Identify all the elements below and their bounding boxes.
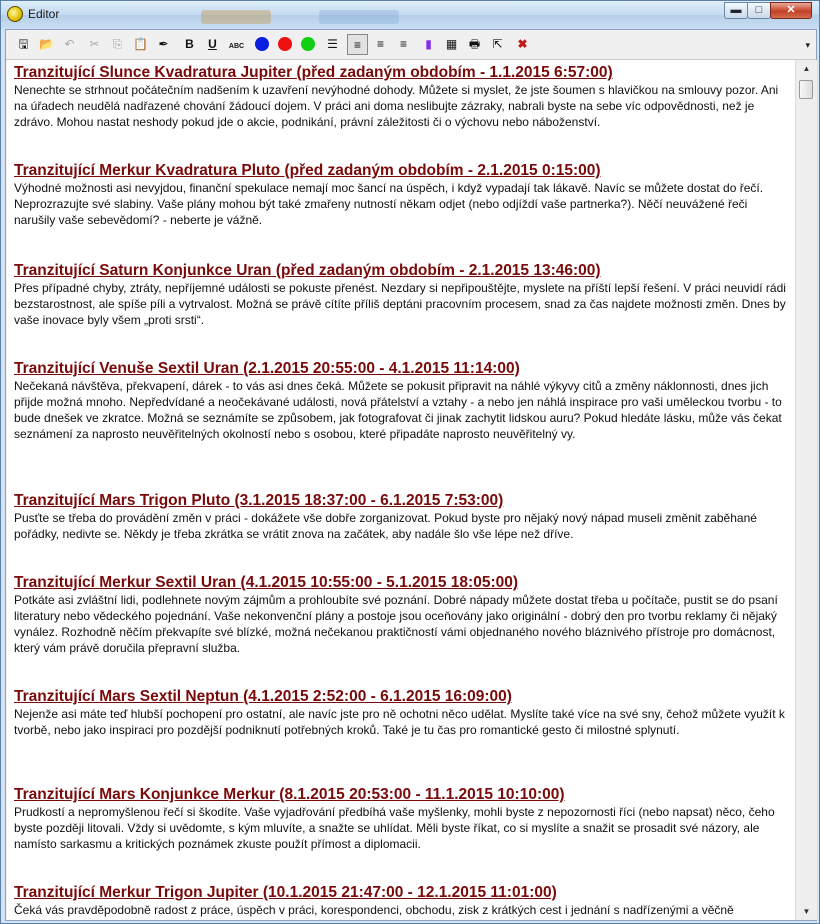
transit-entry-text: Nenechte se strhnout počátečním nadšením k uzavření nevýhodné dohody. Můžete si myslet, že jste šoumen s hlavičkou na smlouvy pozor. Ani na úřadech neudělá nadřazené chování žádoucí dojem. V práci ani doma neslibujte zázraky, nabrali byste na sebe víc odpovědnosti, než je zdrávo. Mohou nastat neshody pokud jde o akcie, podnikání, právní záležitosti či o výchovu nebo náboženství. bbox=[14, 83, 779, 129]
background-blur-tab bbox=[319, 10, 399, 24]
transit-entry bbox=[14, 359, 790, 442]
app-icon bbox=[7, 6, 23, 22]
scroll-thumb[interactable] bbox=[799, 80, 813, 99]
align-left-icon-glyph: ≡ bbox=[353, 38, 361, 52]
transit-entry-text: Pusťte se třeba do provádění změn v práci - dokážete vše dobře zorganizovat. Pokud byste pro nějaký nový nápad museli změnit zaběhané pořádky, nedivte se. Někdy je třeba zkrátka se vrátit znova na začátek, aby nadále šlo vše lépe než dříve. bbox=[14, 511, 757, 541]
copy-icon-glyph: ⎘ bbox=[112, 37, 123, 51]
bullet-list-icon-glyph: ☰ bbox=[327, 37, 338, 51]
transit-entry bbox=[14, 573, 790, 656]
spellcheck-glyph: ABC bbox=[228, 43, 245, 50]
transit-entry-title: Tranzitující Venuše Sextil Uran (2.1.2015 20:55:00 - 4.1.2015 11:14:00) bbox=[14, 360, 520, 377]
pen-icon-glyph: ✒ bbox=[158, 37, 169, 51]
save-icon-glyph: 🖫 bbox=[18, 37, 29, 51]
transit-entry-text: Nečekaná návštěva, překvapení, dárek - to vás asi dnes čeká. Můžete se pokusit připravit na náhlé výkyvy citů a změny náklonnosti, dnes jich přijde možná mnoho. Nepředvídané a neočekávané události, nová přátelství a vztahy - a nebo jen náhlá inspirace pro vaši uměleckou tvorbu - to bude dnešek ve zkratce. Možná se seznámíte se způsobem, jak fotografovat či jinak zachytit lidskou auru? Pokud hledáte lásku, může vás čekat seznámení za naprosto neuvěřitelných okolností nebo s osobou, které připadáte naprosto neuvěřitelný vy. bbox=[14, 379, 782, 441]
transit-entry-title: Tranzitující Mars Konjunkce Merkur (8.1.2015 20:53:00 - 11.1.2015 10:10:00) bbox=[14, 786, 565, 803]
print-icon-glyph: 🖶 bbox=[468, 37, 481, 51]
undo-icon-glyph: ↶ bbox=[64, 37, 75, 51]
close-document-icon-glyph: ✖ bbox=[517, 37, 528, 51]
align-left-icon[interactable] bbox=[347, 34, 368, 55]
toolbar bbox=[6, 30, 816, 60]
cut-icon-glyph: ✂ bbox=[89, 37, 100, 51]
transit-entry bbox=[14, 161, 790, 228]
transit-entry bbox=[14, 63, 790, 130]
undo-icon[interactable] bbox=[59, 34, 80, 55]
transit-entry bbox=[14, 687, 790, 738]
chart-icon-glyph: ▮ bbox=[425, 37, 432, 51]
scroll-up-arrow[interactable]: ▲ bbox=[802, 64, 811, 73]
align-center-icon-glyph: ≡ bbox=[376, 37, 384, 51]
spellcheck-button[interactable] bbox=[226, 34, 247, 55]
bullet-list-icon[interactable] bbox=[322, 34, 343, 55]
color-green-button[interactable] bbox=[297, 34, 318, 55]
bold-glyph: B bbox=[185, 37, 194, 51]
transit-entry-title: Tranzitující Saturn Konjunkce Uran (před zadaným obdobím - 2.1.2015 13:46:00) bbox=[14, 262, 601, 279]
bold-button[interactable] bbox=[179, 34, 200, 55]
editor-frame bbox=[5, 29, 817, 921]
align-center-icon[interactable] bbox=[370, 34, 391, 55]
minimize-button[interactable]: ▬ bbox=[724, 2, 748, 19]
save-icon[interactable] bbox=[13, 34, 34, 55]
color-green-swatch bbox=[301, 37, 315, 51]
background-blur-tab bbox=[201, 10, 271, 24]
transit-entry-title: Tranzitující Slunce Kvadratura Jupiter (před zadaným obdobím - 1.1.2015 6:57:00) bbox=[14, 64, 613, 81]
print-icon[interactable] bbox=[464, 34, 485, 55]
transit-entry-title: Tranzitující Merkur Kvadratura Pluto (před zadaným obdobím - 2.1.2015 0:15:00) bbox=[14, 162, 601, 179]
underline-button[interactable] bbox=[202, 34, 223, 55]
pen-icon[interactable] bbox=[153, 34, 174, 55]
color-red-swatch bbox=[278, 37, 292, 51]
scroll-down-arrow[interactable]: ▼ bbox=[802, 907, 811, 916]
vertical-scrollbar[interactable] bbox=[795, 60, 817, 920]
toolbar-overflow-button[interactable]: ▾ bbox=[805, 40, 810, 50]
copy-icon[interactable] bbox=[107, 34, 128, 55]
title-bar[interactable] bbox=[1, 1, 819, 29]
document-content[interactable] bbox=[7, 60, 795, 920]
color-blue-swatch bbox=[255, 37, 269, 51]
transit-entry-text: Nejenže asi máte teď hlubší pochopení pro ostatní, ale navíc jste pro ně ochotni něco udělat. Myslíte také více na své sny, čehož můžete využít k tvorbě, nebo jako inspiraci pro pozdější podniknutí potřebných kroků. Také je tu čas pro romantické gesto či milostné splynutí. bbox=[14, 707, 785, 737]
chart-icon[interactable] bbox=[418, 34, 439, 55]
maximize-button[interactable]: □ bbox=[747, 2, 771, 19]
transit-entry bbox=[14, 785, 790, 852]
transit-entry bbox=[14, 261, 790, 328]
transit-entry bbox=[14, 883, 790, 918]
paste-icon[interactable] bbox=[130, 34, 151, 55]
calendar-icon-glyph: ▦ bbox=[445, 37, 458, 51]
color-red-button[interactable] bbox=[274, 34, 295, 55]
open-folder-icon-glyph: 📂 bbox=[39, 37, 54, 51]
window-title: Editor bbox=[28, 7, 60, 21]
transit-entry bbox=[14, 491, 790, 542]
align-right-icon-glyph: ≡ bbox=[399, 37, 407, 51]
paste-icon-glyph: 📋 bbox=[133, 37, 148, 51]
transit-entry-text: Potkáte asi zvláštní lidi, podlehnete novým zájmům a prohloubíte své poznání. Dobré nápady můžete dostat třeba u počítače, pustit se do psaní literatury nebo vědeckého pojednání. Vaše nekonvenční plány a postoje jsou oceňovány jako originální - dobrý den pro tvorbu reklamy či nějaký vynález. Rozhodně něčím překvapíte své blízké, možná nečekanou praktičností vámi objednaného nového bláznivého přístroje pro domácnost, který vám právě doručila přepravní služba. bbox=[14, 593, 778, 655]
transit-entry-text: Výhodné možnosti asi nevyjdou, finanční spekulace nemají moc šancí na úspěch, i když vypadají tak lákavě. Navíc se můžete dostat do řečí. Neprozrazujte své slabiny. Vaše plány mohou být také zmařeny nutností někam odjet (nebo odjíždí vaše partnerka?). Něčí neuvážené řeči narušily vaše sebevědomí? - neberte je vážně. bbox=[14, 181, 764, 227]
export-icon[interactable] bbox=[487, 34, 508, 55]
transit-entry-title: Tranzitující Merkur Trigon Jupiter (10.1.2015 21:47:00 - 12.1.2015 11:01:00) bbox=[14, 884, 557, 901]
calendar-icon[interactable] bbox=[441, 34, 462, 55]
cut-icon[interactable] bbox=[84, 34, 105, 55]
close-document-icon[interactable] bbox=[512, 34, 533, 55]
underline-glyph: U bbox=[208, 37, 217, 51]
align-right-icon[interactable] bbox=[393, 34, 414, 55]
transit-entry-title: Tranzitující Mars Sextil Neptun (4.1.2015 2:52:00 - 6.1.2015 16:09:00) bbox=[14, 688, 512, 705]
close-button[interactable]: ✕ bbox=[770, 2, 812, 19]
open-folder-icon[interactable] bbox=[36, 34, 57, 55]
transit-entry-title: Tranzitující Mars Trigon Pluto (3.1.2015 18:37:00 - 6.1.2015 7:53:00) bbox=[14, 492, 504, 509]
transit-entry-text: Čeká vás pravděpodobně radost z práce, úspěch v práci, korespondenci, obchodu, zisk z krátkých cest i jednání s nadřízenými a věčně bbox=[14, 903, 734, 917]
transit-entry-text: Prudkostí a nepromyšlenou řečí si škodíte. Vaše vyjadřování předbíhá vaše myšlenky, mohli byste z nepozornosti říci (nebo napsat) něco, čeho byste později litovali. Vždy si uvědomte, s kým mluvíte, a snažte se uhlídat. Měli byste říkat, co si myslíte a snažit se prosadit své názory, ale namísto sarkasmu a kritických poznámek zkuste použít přímost a diplomacii. bbox=[14, 805, 775, 851]
color-blue-button[interactable] bbox=[251, 34, 272, 55]
transit-entry-text: Přes případné chyby, ztráty, nepříjemné události se pokuste přenést. Nezdary si nepřipouštějte, myslete na příští lepší řešení. V práci neuvidí rádi bezstarostnost, ale spíše píli a vytrvalost. Možná se právě cítíte příliš deptáni pracovním procesem, snad za čas najdete možnosti změn. Dnes by vaše inovace byly všem „proti srsti“. bbox=[14, 281, 786, 327]
export-icon-glyph: ⇱ bbox=[492, 37, 503, 51]
transit-entry-title: Tranzitující Merkur Sextil Uran (4.1.2015 10:55:00 - 5.1.2015 18:05:00) bbox=[14, 574, 519, 591]
